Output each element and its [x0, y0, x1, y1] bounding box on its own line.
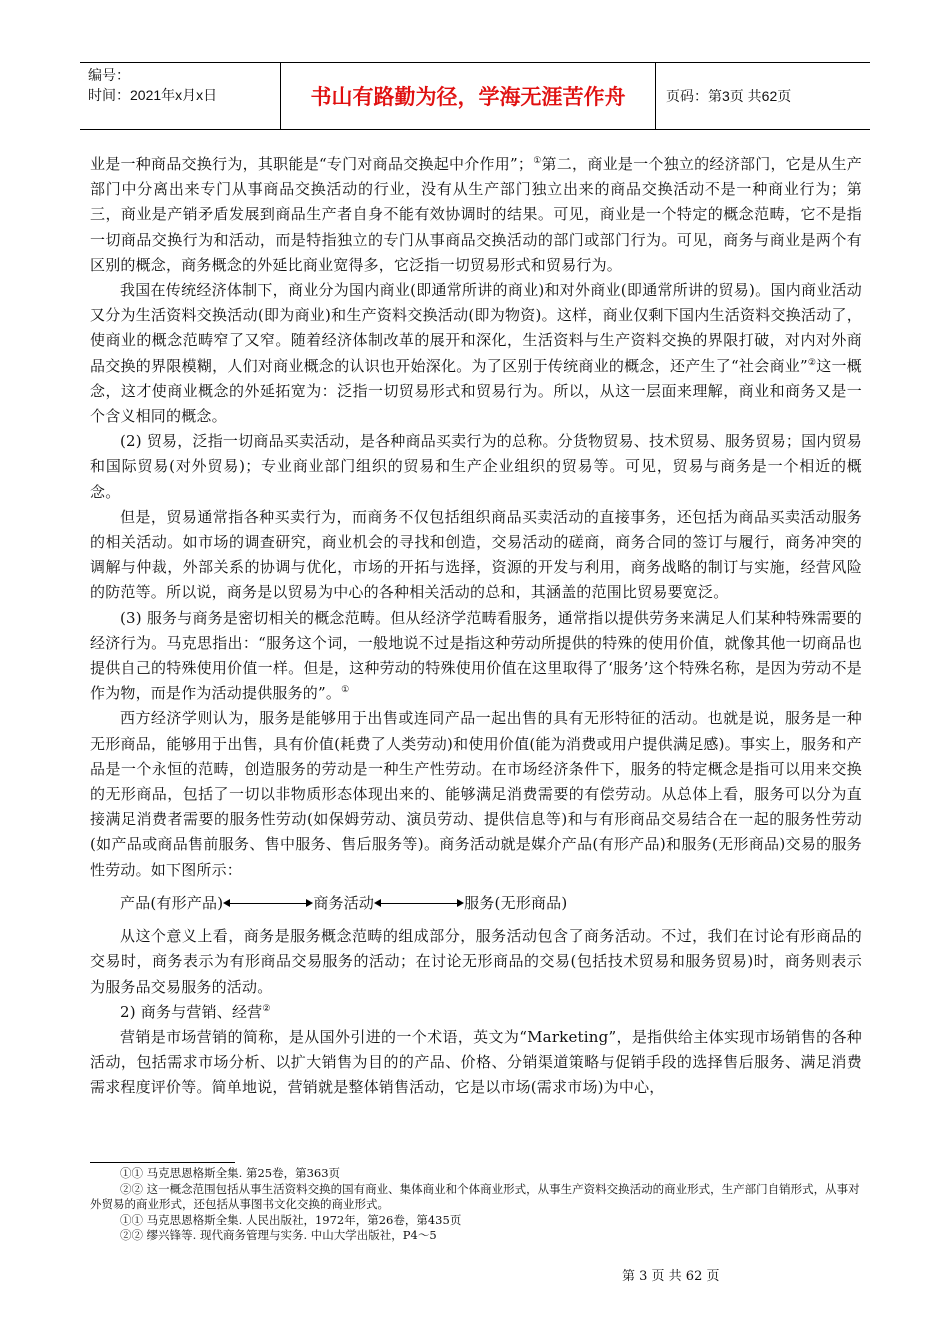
page-number: 第 3 页 共 62 页	[622, 1269, 720, 1284]
footnotes	[90, 1166, 862, 1244]
service-diagram	[120, 891, 862, 916]
header-motto: 书山有路勤为径，学海无涯苦作舟	[280, 63, 656, 129]
double-arrow-icon	[374, 898, 464, 908]
diagram-commerce-label: 商务活动	[313, 893, 375, 912]
paragraph: 西方经济学则认为，服务是能够用于出售或连同产品一起出售的具有无形特征的活动。也就是说，服务是一种无形商品，能够用于出售，具有价值(耗费了人类劳动)和使用价值(能为消费或用户提供满足感)。事实上，服务和产品是一个永恒的范畴，创造服务的劳动是一种生产性劳动。在市场经济条件下，服务的特定概念是指可以用来交换的无形商品，包括了一切以非物质形态体现出来的、能够满足消费需要的有偿劳动。从总体上看，服务可以分为直接满足消费者需要的服务性劳动(如保姆劳动、演员劳动、提供信息等)和与有形商品交易结合在一起的服务性劳动(如产品或商品售前服务、售中服务、售后服务等)。商务活动就是媒介产品(有形产品)和服务(无形商品)交易的服务性劳动。如下图所示：	[90, 709, 862, 879]
paragraph: 营销是市场营销的简称，是从国外引进的一个术语，英文为“Marketing”，是指供给主体实现市场销售的各种活动，包括需求市场分析、以扩大销售为目的的产品、价格、分销渠道策略与促销手段的选择售后服务、满足消费需求程度评价等。简单地说，营销就是整体销售活动，它是以市场(需求市场)为中心，	[90, 1027, 862, 1097]
paragraph: (2) 贸易，泛指一切商品买卖活动，是各种商品买卖行为的总称。分货物贸易、技术贸易、服务贸易；国内贸易和国际贸易(对外贸易)；专业商业部门组织的贸易和生产企业组织的贸易等。可见，贸易与商务是一个相近的概念。	[90, 432, 862, 501]
double-arrow-icon	[223, 898, 313, 908]
paragraph: 从这个意义上看，商务是服务概念范畴的组成部分，服务活动包含了商务活动。不过，我们在讨论有形商品的交易时，商务表示为有形商品交易服务的活动；在讨论无形商品的交易(包括技术贸易和服务贸易)时，商务则表示为服务品交易服务的活动。	[90, 927, 862, 996]
diagram-product-label: 产品(有形产品)	[120, 893, 224, 912]
body-text	[90, 152, 862, 1101]
paragraph: 我国在传统经济体制下，商业分为国内商业(即通常所讲的商业)和对外商业(即通常所讲的贸易)。国内商业活动又分为生活资料交换活动(即为商业)和生产资料交换活动(即为物资)。这样，商业仅剩下国内生活资料交换活动了，使商业的概念范畴窄了又窄。随着经济体制改革的展开和深化，生活资料与生产资料交换的界限打破，对内对外商品交换的界限模糊，人们对商业概念的认识也开始深化。为了区别于传统商业的概念，还产生了“社会商业”②这一概念，这才使商业概念的外延拓宽为：泛指一切贸易形式和贸易行为。所以，从这一层面来理解，商业和商务又是一个含义相同的概念。	[90, 281, 862, 426]
section-heading: 2) 商务与营销、经营②	[120, 1002, 271, 1021]
footnote: ①① 马克思恩格斯全集. 第25卷，第363页	[120, 1166, 341, 1180]
footnote-ref: ②	[262, 1003, 271, 1014]
footnote-divider	[90, 1162, 235, 1163]
footnote: ①① 马克思恩格斯全集. 人民出版社，1972年，第26卷，第435页	[120, 1212, 462, 1227]
header-table	[80, 62, 870, 130]
header-meta	[80, 63, 280, 129]
footnote: ②② 这一概念范围包括从事生活资料交换的国有商业、集体商业和个体商业形式，从事生产资料交换活动的商业形式，生产部门自销形式，从事对外贸易的商业形式，还包括从事图书文化交换的商业形式。	[90, 1181, 860, 1211]
footnote-ref: ①	[341, 685, 350, 696]
paragraph: 但是，贸易通常指各种买卖行为，而商务不仅包括组织商品买卖活动的直接事务，还包括为商品买卖活动服务的相关活动。如市场的调查研究，商业机会的寻找和创造，交易活动的磋商，商务合同的签订与履行，商务冲突的调解与仲裁，外部关系的协调与优化，市场的开拓与选择，资源的开发与利用，商务战略的制订与实施，经营风险的防范等。所以说，商务是以贸易为中心的各种相关活动的总和，其涵盖的范围比贸易要宽泛。	[90, 507, 862, 602]
footnote: ②② 缪兴锋等. 现代商务管理与实务. 中山大学出版社，P4～5	[120, 1228, 437, 1242]
date-label: 时间：2021年x月x日	[88, 87, 218, 103]
serial-number-label: 编号：	[88, 67, 130, 83]
diagram-service-label: 服务(无形商品)	[464, 893, 568, 912]
footnote-ref: ①	[533, 156, 542, 166]
paragraph: 业是一种商品交换行为，其职能是“专门对商品交换起中介作用”；①第二，商业是一个独立的经济部门，它是从生产部门中分离出来专门从事商品交换活动的行业，没有从生产部门独立出来的商品交换活动不是一种商业行为；第三，商业是产销矛盾发展到商品生产者自身不能有效协调时的结果。可见，商业是一个特定的概念范畴，它不是指一切商品交换行为和活动，而是特指独立的专门从事商品交换活动的部门或部门行为。可见，商务与商业是两个有区别的概念，商务概念的外延比商业宽得多，它泛指一切贸易形式和贸易行为。	[90, 155, 863, 274]
footnote-ref: ②	[807, 357, 817, 368]
header-page-info: 页码：第3页 共62页	[666, 88, 792, 104]
paragraph: (3) 服务与商务是密切相关的概念范畴。但从经济学范畴看服务，通常指以提供劳务来满足人们某种特殊需要的经济行为。马克思指出：“服务这个词，一般地说不过是指这种劳动所提供的特殊的使用价值，就像其他一切商品也提供自己的特殊使用价值一样。但是，这种劳动的特殊使用价值在这里取得了‘服务’这个特殊名称，是因为劳动不是作为物，而是作为活动提供服务的”。①	[90, 608, 862, 703]
